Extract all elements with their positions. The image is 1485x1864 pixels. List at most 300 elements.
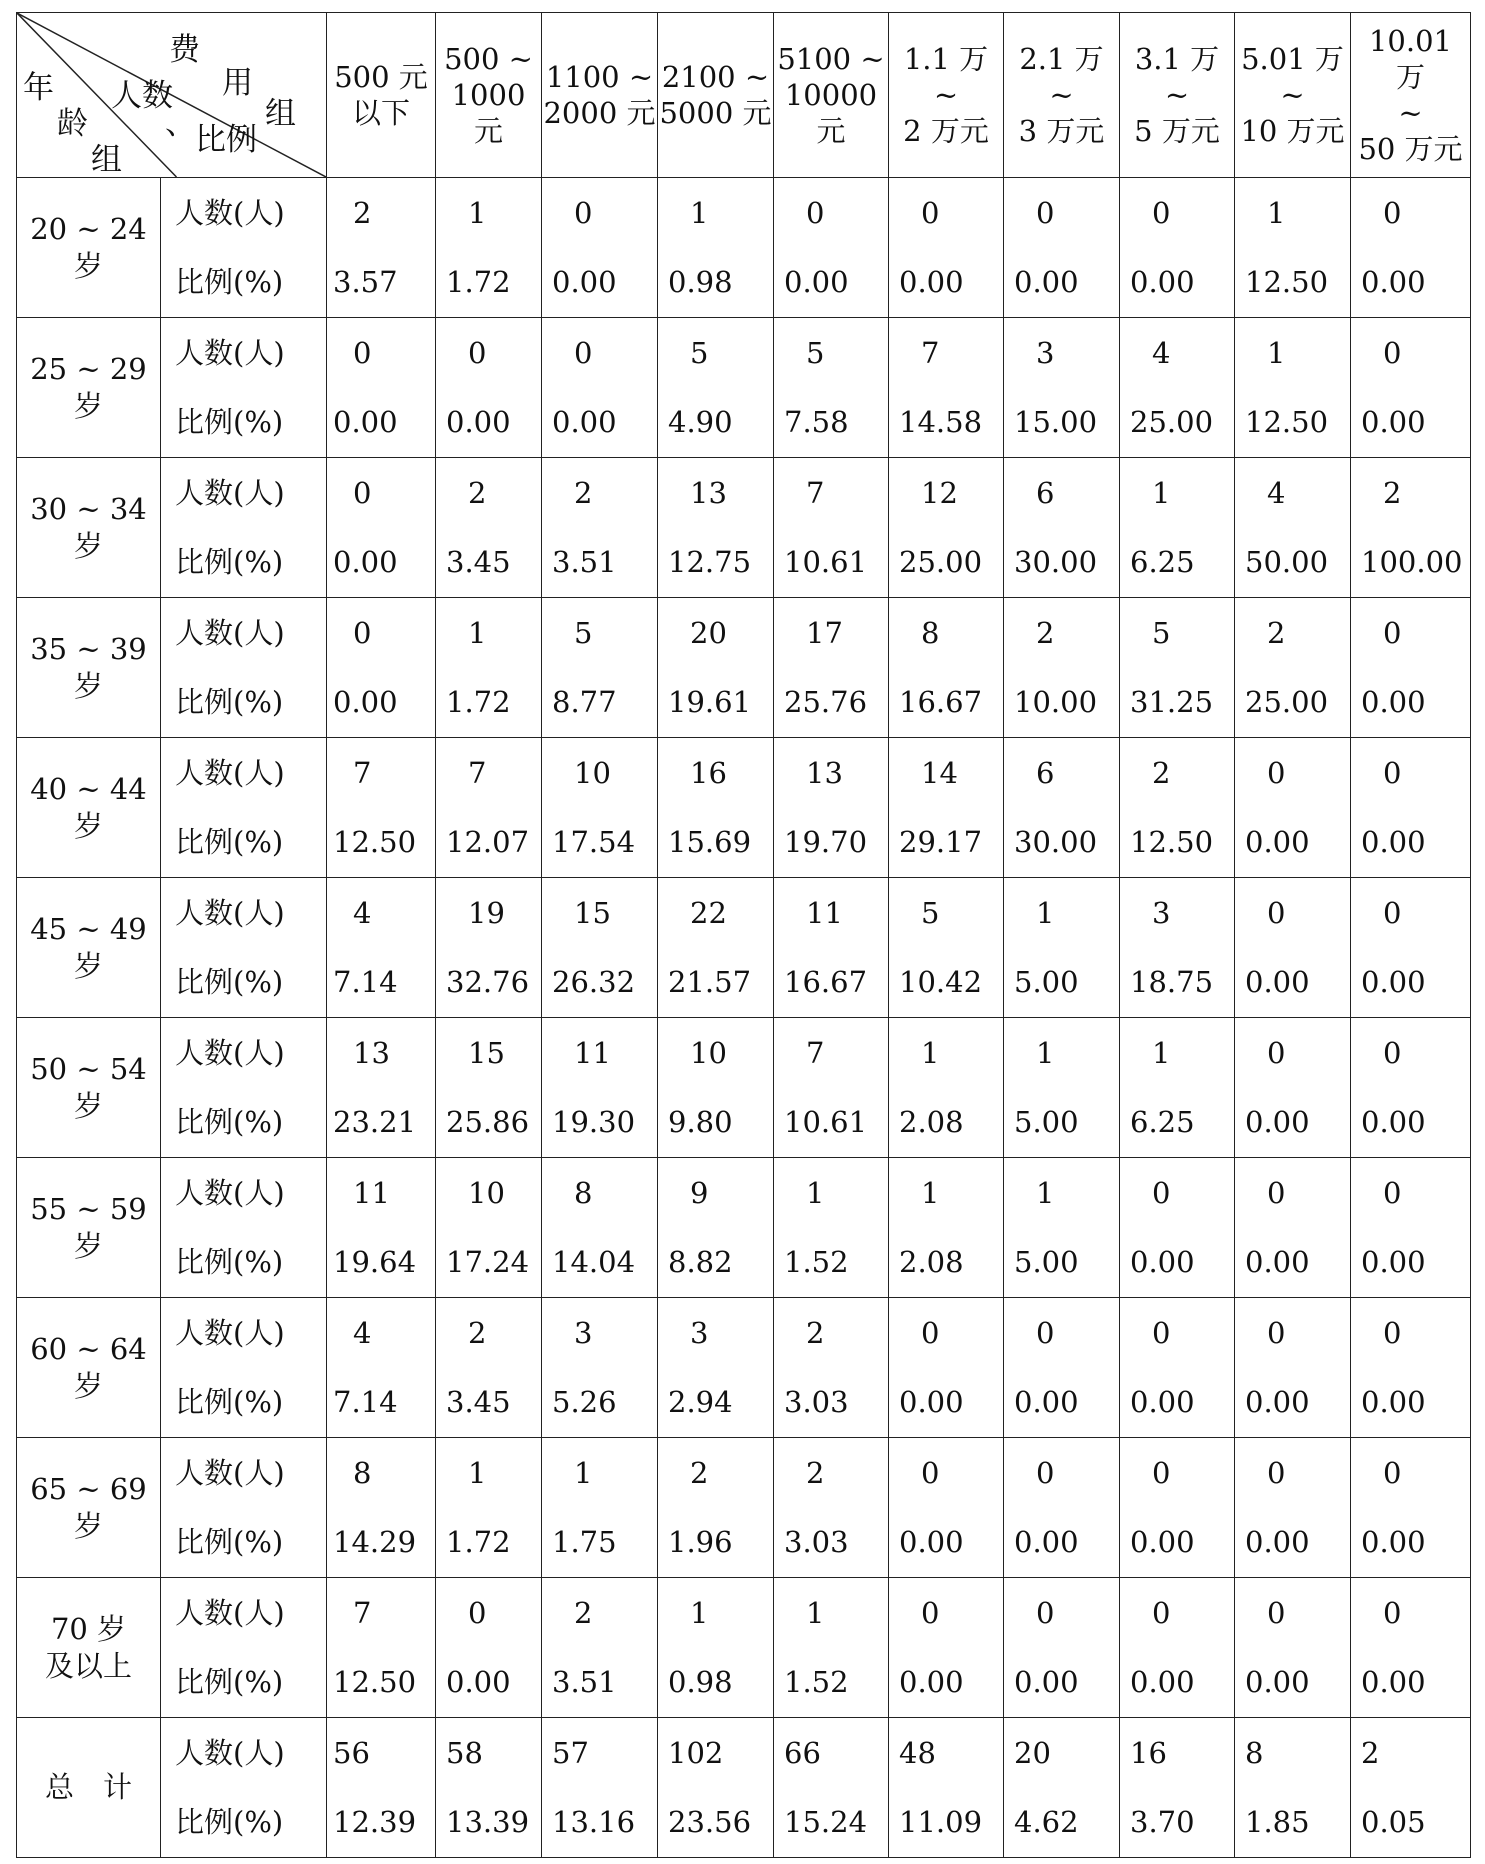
- ratio-value: 3.03: [784, 1525, 849, 1560]
- column-header-2: [542, 13, 658, 178]
- count-value: 0: [353, 475, 372, 510]
- column-header-6: [1004, 13, 1120, 178]
- corner-ling: 龄: [57, 106, 88, 142]
- count-value: 4: [1152, 335, 1171, 370]
- count-label: 人数(人): [175, 1455, 285, 1490]
- count-value: 10: [690, 1035, 727, 1070]
- ratio-value: 3.45: [446, 545, 511, 580]
- value-cell: [327, 1718, 436, 1858]
- column-header-line: 1000 元: [451, 77, 526, 149]
- value-cell: [1235, 178, 1351, 318]
- ratio-value: 18.75: [1130, 965, 1214, 1000]
- ratio-value: 25.86: [446, 1105, 530, 1140]
- count-value: 5: [1152, 615, 1171, 650]
- ratio-value: 23.56: [668, 1805, 752, 1840]
- column-header-line: 2100 ~: [661, 59, 770, 94]
- ratio-value: 0.00: [899, 1665, 964, 1700]
- value-cell: [658, 1298, 774, 1438]
- value-cell: [658, 738, 774, 878]
- count-value: 4: [353, 895, 372, 930]
- value-cell: [1004, 598, 1120, 738]
- ratio-label: 比例(%): [175, 1245, 284, 1280]
- age-group-row: [17, 1298, 1471, 1438]
- value-cell: [1120, 1718, 1235, 1858]
- age-group-label-line: 30 ~ 34 岁: [30, 492, 147, 563]
- value-cell: [1351, 738, 1471, 878]
- value-cell: [436, 458, 542, 598]
- value-cell: [774, 1298, 889, 1438]
- value-cell: [658, 318, 774, 458]
- age-group-label: [17, 878, 161, 1018]
- age-group-row: [17, 598, 1471, 738]
- measure-labels: [161, 1158, 327, 1298]
- value-cell: [542, 1298, 658, 1438]
- count-value: 8: [1245, 1735, 1264, 1770]
- count-value: 0: [468, 1595, 487, 1630]
- measure-labels: [161, 738, 327, 878]
- ratio-value: 3.57: [333, 265, 398, 300]
- value-cell: [1120, 1578, 1235, 1718]
- value-cell: [436, 1298, 542, 1438]
- column-header-line: 1100 ~: [545, 59, 654, 94]
- value-cell: [889, 318, 1004, 458]
- count-value: 1: [1267, 195, 1286, 230]
- value-cell: [658, 1578, 774, 1718]
- count-value: 0: [1267, 1035, 1286, 1070]
- age-group-label-line: 20 ~ 24 岁: [30, 212, 147, 283]
- count-value: 2: [574, 1595, 593, 1630]
- ratio-value: 100.00: [1361, 545, 1463, 580]
- ratio-value: 4.90: [668, 405, 733, 440]
- ratio-value: 0.00: [899, 1525, 964, 1560]
- age-fee-table: [16, 12, 1471, 1858]
- ratio-value: 25.00: [1245, 685, 1329, 720]
- count-value: 5: [921, 895, 940, 930]
- ratio-value: 0.00: [333, 405, 398, 440]
- column-header-line: 10 万元: [1240, 114, 1345, 149]
- value-cell: [327, 1298, 436, 1438]
- count-value: 0: [1152, 1455, 1171, 1490]
- count-value: 0: [1383, 1315, 1402, 1350]
- value-cell: [889, 1718, 1004, 1858]
- count-value: 0: [1036, 1595, 1055, 1630]
- corner-zu-bottom: 组: [91, 142, 122, 178]
- value-cell: [1351, 1018, 1471, 1158]
- value-cell: [1351, 1578, 1471, 1718]
- value-cell: [1120, 318, 1235, 458]
- column-header-line: 500 元: [334, 59, 428, 94]
- corner-bili: 比例: [195, 122, 257, 158]
- ratio-value: 0.00: [446, 1665, 511, 1700]
- age-group-label-line: 及以上: [44, 1648, 132, 1683]
- count-value: 0: [574, 195, 593, 230]
- value-cell: [327, 878, 436, 1018]
- value-cell: [1235, 738, 1351, 878]
- ratio-value: 12.50: [1130, 825, 1214, 860]
- value-cell: [774, 458, 889, 598]
- ratio-value: 1.72: [446, 1525, 511, 1560]
- count-value: 0: [1152, 1595, 1171, 1630]
- column-header-line: 5.01 万: [1241, 41, 1344, 76]
- ratio-value: 0.00: [1245, 1525, 1310, 1560]
- column-header-line: 2 万元: [903, 114, 989, 149]
- column-header-7: [1120, 13, 1235, 178]
- ratio-value: 1.72: [446, 685, 511, 720]
- value-cell: [889, 598, 1004, 738]
- count-value: 0: [1383, 1595, 1402, 1630]
- ratio-label: 比例(%): [175, 1525, 284, 1560]
- ratio-value: 0.00: [333, 545, 398, 580]
- column-header-line: 10.01 万: [1368, 23, 1453, 94]
- ratio-value: 0.00: [1361, 1525, 1426, 1560]
- ratio-value: 0.00: [1361, 685, 1426, 720]
- count-value: 1: [806, 1175, 825, 1210]
- value-cell: [327, 1158, 436, 1298]
- count-value: 0: [921, 1315, 940, 1350]
- count-label: 人数(人): [175, 895, 285, 930]
- ratio-value: 0.00: [1130, 265, 1195, 300]
- ratio-value: 5.00: [1014, 1105, 1079, 1140]
- value-cell: [1235, 1298, 1351, 1438]
- count-value: 2: [806, 1455, 825, 1490]
- count-label: 人数(人): [175, 1315, 285, 1350]
- measure-labels: [161, 1718, 327, 1858]
- age-group-label-line: 总 计: [44, 1770, 132, 1805]
- value-cell: [436, 1718, 542, 1858]
- value-cell: [436, 1578, 542, 1718]
- value-cell: [1120, 178, 1235, 318]
- age-group-row: [17, 1438, 1471, 1578]
- value-cell: [1004, 458, 1120, 598]
- count-value: 1: [1036, 1175, 1055, 1210]
- value-cell: [436, 598, 542, 738]
- ratio-value: 0.00: [1361, 1245, 1426, 1280]
- value-cell: [1235, 458, 1351, 598]
- age-group-row: [17, 878, 1471, 1018]
- value-cell: [889, 878, 1004, 1018]
- ratio-value: 17.24: [446, 1245, 530, 1280]
- corner-yong: 用: [222, 65, 253, 101]
- count-value: 1: [574, 1455, 593, 1490]
- value-cell: [1351, 1158, 1471, 1298]
- ratio-value: 21.57: [668, 965, 752, 1000]
- count-value: 0: [1267, 1175, 1286, 1210]
- value-cell: [436, 318, 542, 458]
- value-cell: [1120, 598, 1235, 738]
- count-value: 56: [333, 1735, 370, 1770]
- count-value: 0: [353, 615, 372, 650]
- count-label: 人数(人): [175, 1035, 285, 1070]
- count-value: 1: [806, 1595, 825, 1630]
- ratio-value: 7.14: [333, 965, 398, 1000]
- column-header-line: ~: [1049, 77, 1074, 112]
- ratio-value: 19.64: [333, 1245, 417, 1280]
- count-value: 1: [1152, 475, 1171, 510]
- count-label: 人数(人): [175, 1175, 285, 1210]
- measure-labels: [161, 178, 327, 318]
- value-cell: [658, 598, 774, 738]
- ratio-label: 比例(%): [175, 265, 284, 300]
- count-value: 0: [468, 335, 487, 370]
- count-value: 1: [468, 1455, 487, 1490]
- ratio-value: 0.00: [1361, 1385, 1426, 1420]
- ratio-value: 14.29: [333, 1525, 417, 1560]
- ratio-value: 1.52: [784, 1245, 849, 1280]
- count-value: 2: [353, 195, 372, 230]
- age-group-label-line: 65 ~ 69 岁: [30, 1472, 147, 1543]
- value-cell: [889, 1578, 1004, 1718]
- ratio-value: 16.67: [899, 685, 983, 720]
- value-cell: [1235, 1578, 1351, 1718]
- column-header-line: 以下: [351, 96, 410, 130]
- ratio-value: 0.00: [1245, 825, 1310, 860]
- ratio-value: 1.52: [784, 1665, 849, 1700]
- ratio-value: 12.07: [446, 825, 530, 860]
- value-cell: [542, 458, 658, 598]
- column-header-4: [774, 13, 889, 178]
- count-value: 16: [1130, 1735, 1167, 1770]
- ratio-value: 12.50: [1245, 265, 1329, 300]
- ratio-value: 3.51: [552, 545, 617, 580]
- value-cell: [774, 318, 889, 458]
- count-value: 7: [806, 1035, 825, 1070]
- count-label: 人数(人): [175, 475, 285, 510]
- ratio-value: 10.00: [1014, 685, 1098, 720]
- count-value: 19: [468, 895, 505, 930]
- ratio-label: 比例(%): [175, 405, 284, 440]
- column-header-line: 1.1 万: [903, 41, 989, 76]
- ratio-value: 25.00: [1130, 405, 1214, 440]
- value-cell: [1004, 878, 1120, 1018]
- value-cell: [542, 1718, 658, 1858]
- ratio-value: 10.42: [899, 965, 983, 1000]
- ratio-value: 1.72: [446, 265, 511, 300]
- count-value: 0: [1383, 755, 1402, 790]
- ratio-value: 0.00: [1245, 965, 1310, 1000]
- value-cell: [1235, 318, 1351, 458]
- value-cell: [1235, 878, 1351, 1018]
- age-group-label-line: 60 ~ 64 岁: [30, 1332, 147, 1403]
- ratio-value: 2.94: [668, 1385, 733, 1420]
- value-cell: [889, 1438, 1004, 1578]
- count-value: 3: [574, 1315, 593, 1350]
- count-value: 1: [690, 195, 709, 230]
- count-value: 15: [468, 1035, 505, 1070]
- count-value: 1: [1152, 1035, 1171, 1070]
- ratio-value: 30.00: [1014, 545, 1098, 580]
- count-value: 12: [921, 475, 958, 510]
- column-header-line: 50 万元: [1358, 132, 1463, 167]
- value-cell: [327, 598, 436, 738]
- value-cell: [658, 1718, 774, 1858]
- ratio-label: 比例(%): [175, 825, 284, 860]
- column-header-8: [1235, 13, 1351, 178]
- value-cell: [889, 1298, 1004, 1438]
- age-group-row: [17, 178, 1471, 318]
- count-value: 13: [353, 1035, 390, 1070]
- ratio-value: 7.14: [333, 1385, 398, 1420]
- ratio-value: 1.96: [668, 1525, 733, 1560]
- ratio-value: 0.00: [1245, 1665, 1310, 1700]
- value-cell: [436, 1438, 542, 1578]
- value-cell: [889, 458, 1004, 598]
- count-value: 0: [1267, 1595, 1286, 1630]
- count-value: 15: [574, 895, 611, 930]
- ratio-value: 0.00: [1014, 265, 1079, 300]
- count-value: 8: [353, 1455, 372, 1490]
- header-row: [17, 13, 1471, 178]
- count-value: 0: [1036, 1455, 1055, 1490]
- value-cell: [1235, 598, 1351, 738]
- column-header-line: 5 万元: [1134, 114, 1220, 149]
- ratio-value: 2.08: [899, 1105, 964, 1140]
- count-value: 1: [468, 615, 487, 650]
- count-value: 0: [1267, 895, 1286, 930]
- total-row: [17, 1718, 1471, 1858]
- ratio-value: 3.45: [446, 1385, 511, 1420]
- count-label: 人数(人): [175, 1735, 285, 1770]
- ratio-value: 0.00: [1130, 1385, 1195, 1420]
- count-value: 57: [552, 1735, 589, 1770]
- age-group-row: [17, 738, 1471, 878]
- age-group-label-line: 55 ~ 59 岁: [30, 1192, 147, 1263]
- ratio-value: 11.09: [899, 1805, 983, 1840]
- ratio-value: 10.61: [784, 1105, 868, 1140]
- count-value: 7: [806, 475, 825, 510]
- count-value: 2: [468, 475, 487, 510]
- ratio-value: 23.21: [333, 1105, 417, 1140]
- count-label: 人数(人): [175, 755, 285, 790]
- ratio-value: 0.00: [1361, 965, 1426, 1000]
- column-header-line: 2000 元: [543, 96, 656, 130]
- value-cell: [542, 1438, 658, 1578]
- count-value: 0: [1036, 1315, 1055, 1350]
- age-group-label: [17, 1718, 161, 1858]
- value-cell: [327, 738, 436, 878]
- value-cell: [658, 1018, 774, 1158]
- corner-zu-top: 组: [265, 96, 296, 132]
- age-group-row: [17, 318, 1471, 458]
- value-cell: [436, 1158, 542, 1298]
- ratio-value: 0.00: [1014, 1665, 1079, 1700]
- ratio-label: 比例(%): [175, 685, 284, 720]
- age-group-label: [17, 178, 161, 318]
- ratio-value: 5.00: [1014, 965, 1079, 1000]
- ratio-value: 15.24: [784, 1805, 868, 1840]
- count-value: 2: [1383, 475, 1402, 510]
- age-group-label: [17, 738, 161, 878]
- value-cell: [436, 738, 542, 878]
- count-label: 人数(人): [175, 615, 285, 650]
- count-value: 4: [353, 1315, 372, 1350]
- value-cell: [1004, 1158, 1120, 1298]
- value-cell: [1235, 1718, 1351, 1858]
- age-group-label: [17, 458, 161, 598]
- age-group-label-line: 35 ~ 39 岁: [30, 632, 147, 703]
- count-value: 22: [690, 895, 727, 930]
- value-cell: [889, 178, 1004, 318]
- column-header-line: 5000 元: [659, 96, 772, 130]
- value-cell: [774, 1018, 889, 1158]
- age-group-label: [17, 1578, 161, 1718]
- value-cell: [436, 878, 542, 1018]
- ratio-label: 比例(%): [175, 1105, 284, 1140]
- ratio-value: 0.00: [552, 405, 617, 440]
- ratio-value: 8.77: [552, 685, 617, 720]
- ratio-value: 16.67: [784, 965, 868, 1000]
- value-cell: [1120, 1438, 1235, 1578]
- count-value: 10: [468, 1175, 505, 1210]
- ratio-value: 14.58: [899, 405, 983, 440]
- column-header-line: ~: [1398, 96, 1423, 130]
- value-cell: [774, 598, 889, 738]
- ratio-label: 比例(%): [175, 1665, 284, 1700]
- ratio-value: 0.98: [668, 1665, 733, 1700]
- value-cell: [1351, 1298, 1471, 1438]
- value-cell: [889, 738, 1004, 878]
- age-group-label-line: 40 ~ 44 岁: [30, 772, 147, 843]
- count-value: 0: [1383, 335, 1402, 370]
- ratio-value: 3.70: [1130, 1805, 1195, 1840]
- ratio-value: 0.00: [1130, 1665, 1195, 1700]
- ratio-value: 19.30: [552, 1105, 636, 1140]
- value-cell: [542, 878, 658, 1018]
- count-value: 10: [574, 755, 611, 790]
- value-cell: [774, 178, 889, 318]
- age-group-label-line: 70 岁: [50, 1612, 127, 1647]
- value-cell: [1351, 878, 1471, 1018]
- count-value: 0: [353, 335, 372, 370]
- ratio-value: 0.00: [784, 265, 849, 300]
- count-value: 2: [574, 475, 593, 510]
- ratio-value: 0.00: [552, 265, 617, 300]
- measure-labels: [161, 1438, 327, 1578]
- value-cell: [542, 738, 658, 878]
- ratio-value: 3.51: [552, 1665, 617, 1700]
- count-value: 11: [574, 1035, 611, 1070]
- count-value: 48: [899, 1735, 936, 1770]
- count-value: 0: [1152, 1175, 1171, 1210]
- column-header-9: [1351, 13, 1471, 178]
- value-cell: [1351, 598, 1471, 738]
- count-value: 6: [1036, 755, 1055, 790]
- count-value: 1: [690, 1595, 709, 1630]
- corner-nian: 年: [23, 70, 54, 106]
- value-cell: [1235, 1158, 1351, 1298]
- age-group-row: [17, 1158, 1471, 1298]
- ratio-value: 0.00: [1245, 1385, 1310, 1420]
- count-value: 0: [1267, 1315, 1286, 1350]
- value-cell: [542, 318, 658, 458]
- count-value: 0: [1152, 195, 1171, 230]
- ratio-value: 50.00: [1245, 545, 1329, 580]
- ratio-value: 0.00: [1014, 1525, 1079, 1560]
- value-cell: [658, 178, 774, 318]
- ratio-value: 2.08: [899, 1245, 964, 1280]
- ratio-value: 0.98: [668, 265, 733, 300]
- value-cell: [774, 1578, 889, 1718]
- value-cell: [774, 878, 889, 1018]
- value-cell: [1004, 1438, 1120, 1578]
- count-value: 0: [1383, 195, 1402, 230]
- ratio-value: 0.00: [446, 405, 511, 440]
- age-group-label: [17, 1298, 161, 1438]
- ratio-value: 0.00: [333, 685, 398, 720]
- ratio-value: 0.00: [899, 1385, 964, 1420]
- ratio-label: 比例(%): [175, 1805, 284, 1840]
- count-value: 0: [1152, 1315, 1171, 1350]
- count-value: 8: [921, 615, 940, 650]
